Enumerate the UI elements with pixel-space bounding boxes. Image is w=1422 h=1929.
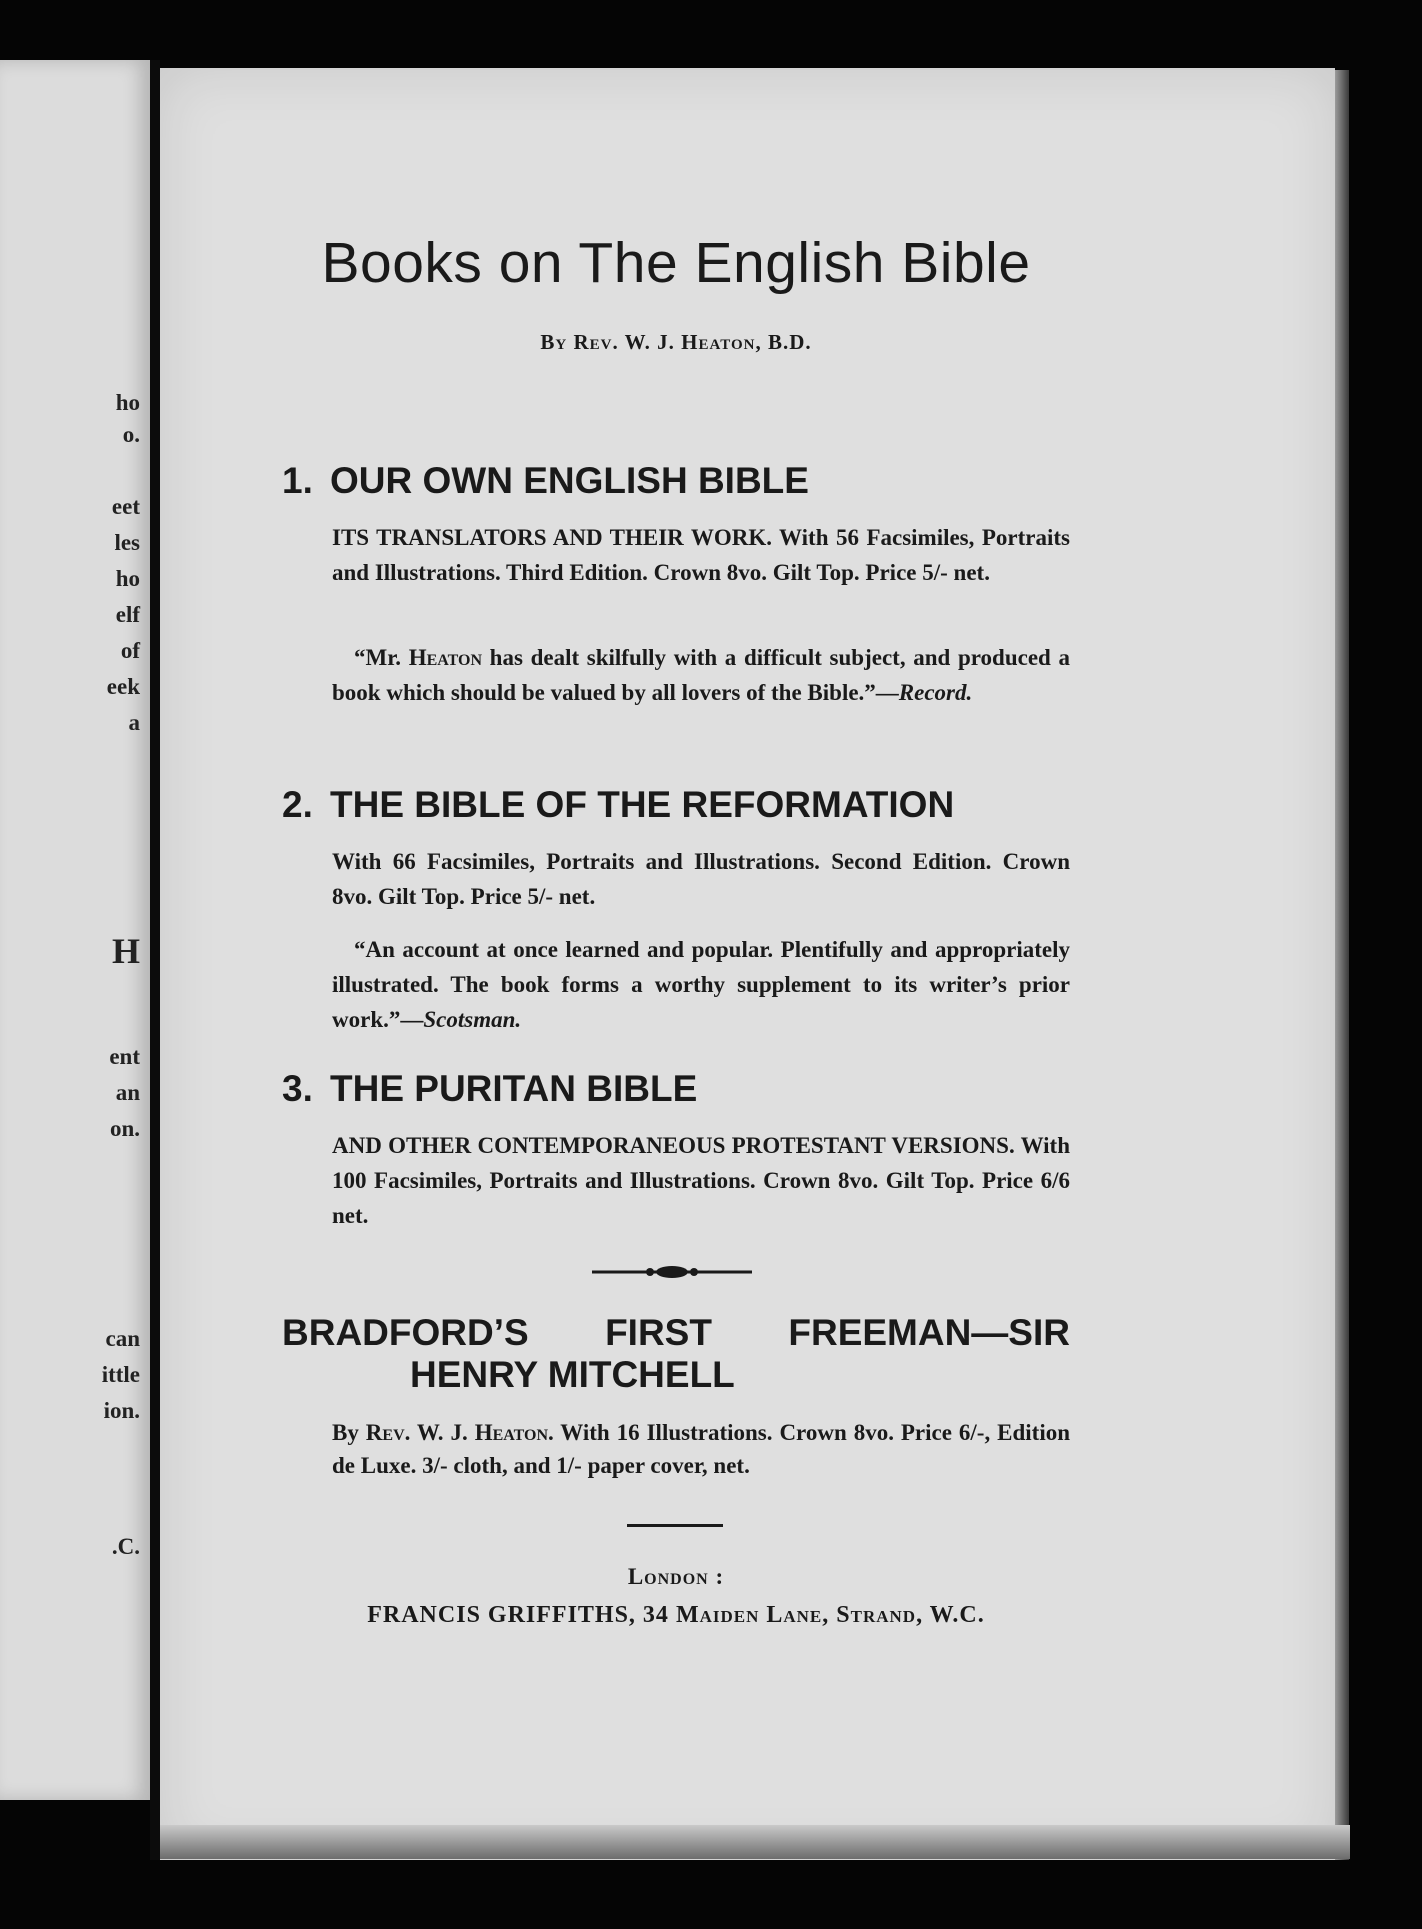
book-title: THE BIBLE OF THE REFORMATION bbox=[330, 784, 955, 825]
left-fragment: H bbox=[111, 931, 140, 971]
publisher-address: Maiden Lane, Strand, W.C. bbox=[675, 1602, 985, 1628]
bradford-details: With 16 Illustrations. Crown 8vo. Price 6/-, Edition de Luxe. 3/- cloth, and 1/- paper cover, net. bbox=[332, 1420, 1071, 1478]
author-name: Rev. W. J. Heaton. bbox=[365, 1420, 554, 1445]
left-fragment: o. bbox=[122, 422, 140, 447]
left-fragment: les bbox=[114, 530, 140, 555]
book-title: OUR OWN ENGLISH BIBLE bbox=[330, 460, 809, 501]
bradford-title-line-2: HENRY MITCHELL bbox=[410, 1354, 735, 1395]
page-bottom-edge bbox=[160, 1825, 1350, 1859]
imprint-publisher bbox=[262, 1602, 1090, 1629]
previous-page-fragment bbox=[0, 60, 152, 1800]
left-fragment: .C. bbox=[111, 1534, 140, 1559]
divider-rule bbox=[627, 1524, 723, 1527]
by-prefix: By bbox=[332, 1420, 366, 1445]
book-heading-2 bbox=[282, 784, 1070, 826]
left-fragment: eet bbox=[111, 494, 140, 519]
book-review-quote-1 bbox=[332, 640, 1070, 710]
book-review-quote-2 bbox=[332, 932, 1070, 1037]
book-description-1: ITS TRANSLATORS AND THEIR WORK. With 56 Facsimiles, Portraits and Illustrations. Third Edition. Crown 8vo. Gilt Top. Price 5/- net. bbox=[332, 525, 1070, 585]
book-description-3: AND OTHER CONTEMPORANEOUS PROTESTANT VERSIONS. With 100 Facsimiles, Portraits and Illustrations. Crown 8vo. Gilt Top. Price 6/6 net. bbox=[332, 1133, 1070, 1228]
book-heading-3 bbox=[282, 1068, 1070, 1110]
left-fragment: ittle bbox=[101, 1362, 140, 1387]
left-fragment: ho bbox=[115, 390, 140, 415]
author-byline: By Rev. W. J. Heaton, B.D. bbox=[540, 330, 812, 354]
quote-text: has dealt skilfully with a difficult subject, and produced a book which should be valued by all lovers of the Bible.”— bbox=[332, 645, 1070, 705]
left-fragment: elf bbox=[115, 602, 140, 627]
book-title: THE PURITAN BIBLE bbox=[330, 1068, 698, 1109]
page-edge bbox=[1335, 70, 1349, 1860]
book-gutter bbox=[150, 60, 160, 1860]
quote-prefix: “Mr. bbox=[354, 645, 409, 670]
book-number: 2. bbox=[282, 784, 313, 825]
bradford-book-heading bbox=[282, 1312, 1070, 1396]
bradford-description bbox=[332, 1416, 1070, 1482]
book-heading-1 bbox=[282, 460, 1070, 502]
left-fragment: ho bbox=[115, 566, 140, 591]
left-fragment: ion. bbox=[103, 1398, 140, 1423]
quote-text: “An account at once learned and popular. Plentifully and appropriately illustrated. The book forms a worthy supplement to its writer’s prior work.”— bbox=[332, 937, 1070, 1032]
left-fragment: an bbox=[115, 1080, 140, 1105]
bradford-title-line-1: BRADFORD’S FIRST FREEMAN—SIR bbox=[282, 1312, 1070, 1353]
quote-source: Record. bbox=[898, 680, 973, 705]
advertisement-page bbox=[160, 68, 1335, 1860]
quote-source: Scotsman. bbox=[423, 1007, 522, 1032]
left-fragment: eek bbox=[106, 674, 140, 699]
left-fragment: a bbox=[128, 710, 140, 735]
ornament-divider bbox=[592, 1260, 752, 1284]
left-fragment: can bbox=[105, 1326, 140, 1351]
left-fragment: of bbox=[120, 638, 140, 663]
book-number: 3. bbox=[282, 1068, 313, 1109]
book-description-2: With 66 Facsimiles, Portraits and Illustrations. Second Edition. Crown 8vo. Gilt Top. Price 5/- net. bbox=[332, 849, 1070, 909]
imprint-city: London : bbox=[627, 1564, 725, 1589]
left-fragment: on. bbox=[109, 1116, 140, 1141]
left-fragment: ent bbox=[109, 1044, 140, 1069]
page-title: Books on The English Bible bbox=[321, 231, 1031, 295]
book-number: 1. bbox=[282, 460, 313, 501]
publisher-name: FRANCIS GRIFFITHS, 34 bbox=[367, 1602, 676, 1628]
quote-author-name: Heaton bbox=[408, 645, 483, 670]
